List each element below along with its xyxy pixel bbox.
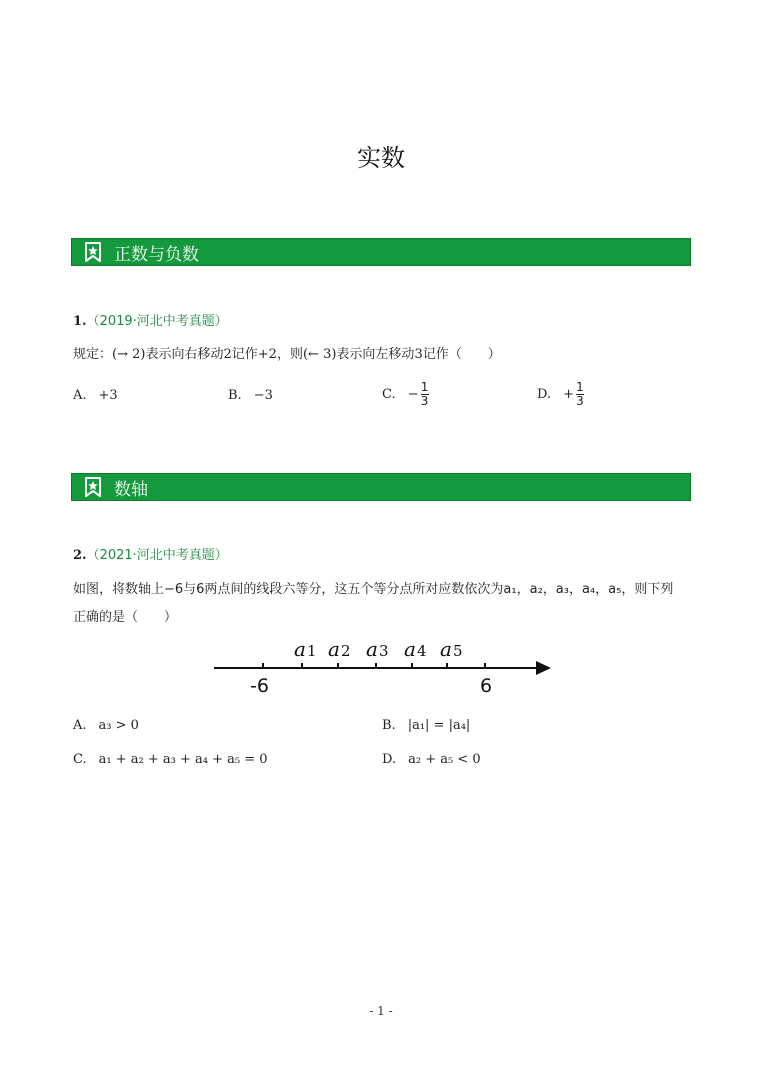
- axis-arrow: [536, 661, 551, 675]
- axis-label-6: 6: [480, 675, 493, 697]
- number-line-figure: [210, 632, 560, 702]
- point-label-a3: a3: [366, 637, 389, 661]
- question-source: （2021·河北中考真题）: [86, 548, 228, 563]
- axis-label-minus-6: -6: [250, 675, 269, 697]
- option-c[interactable]: C. − $\frac{1}{3}$: [382, 380, 429, 408]
- question-source: （2019·河北中考真题）: [86, 314, 228, 329]
- option-d[interactable]: D. a₂ + a₅ < 0: [382, 752, 481, 767]
- option-c[interactable]: C. a₁ + a₂ + a₃ + a₄ + a₅ = 0: [73, 752, 268, 767]
- section-title: 正数与负数: [114, 244, 199, 265]
- bookmark-star-icon: [82, 241, 104, 263]
- fraction: $\frac{1}{3}$: [420, 380, 429, 408]
- point-label-a1: a1: [294, 637, 317, 661]
- section-header-positive-negative: [71, 238, 691, 266]
- section-header-number-line: [71, 473, 691, 501]
- point-label-a5: a5: [440, 637, 463, 661]
- question-stem: 规定：(→ 2)表示向右移动2记作+2，则(← 3)表示向左移动3记作（ ）: [73, 347, 501, 362]
- point-label-a2: a2: [328, 637, 351, 661]
- section-title: 数轴: [114, 479, 148, 500]
- option-a[interactable]: A. a₃ > 0: [73, 718, 139, 733]
- option-d[interactable]: D. + $\frac{1}{3}$: [537, 380, 584, 408]
- page-title: 实数: [357, 144, 405, 172]
- fraction: $\frac{1}{3}$: [576, 380, 584, 408]
- bookmark-star-icon: [82, 476, 104, 498]
- option-b[interactable]: B. |a₁| = |a₄|: [382, 718, 471, 733]
- page-number: - 1 -: [369, 1004, 393, 1018]
- question-header: [73, 544, 228, 563]
- point-label-a4: a4: [404, 637, 427, 661]
- question-header: [73, 310, 228, 329]
- question-number: 2.: [73, 548, 87, 563]
- option-a[interactable]: A. +3: [73, 388, 118, 403]
- option-b[interactable]: B. −3: [228, 388, 273, 403]
- question-number: 1.: [73, 314, 87, 329]
- question-stem: 如图，将数轴上−6与6两点间的线段六等分，这五个等分点所对应数依次为a₁，a₂，a₃，a₄，a₅，则下列 正确的是（ ）: [73, 582, 674, 625]
